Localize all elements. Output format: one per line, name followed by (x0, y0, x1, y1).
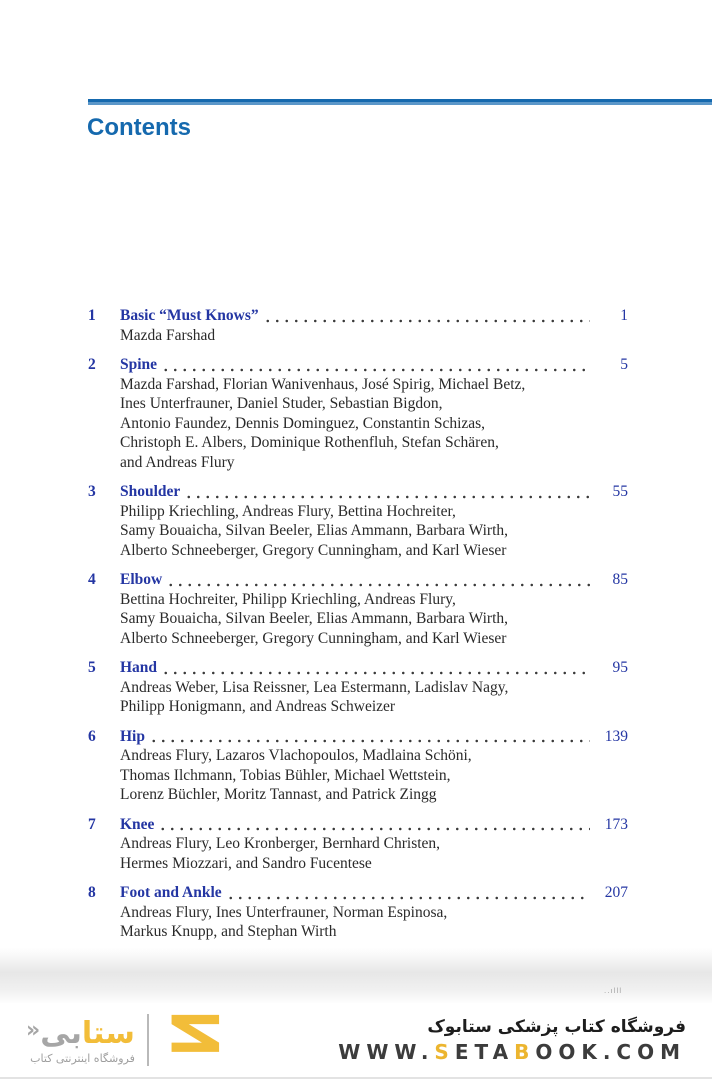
toc-title-line (120, 570, 628, 590)
logo-emblem-icon (161, 1011, 227, 1069)
footer-banner (0, 1003, 712, 1079)
dot-leader (158, 827, 590, 831)
toc-entry-body (120, 306, 628, 345)
chapter-title[interactable]: Hip (120, 727, 145, 745)
logo-wordmark-block (26, 1015, 135, 1065)
chapter-authors (120, 375, 628, 473)
toc-entry-body (120, 482, 628, 560)
url-segment: OOK.COM (535, 1039, 686, 1064)
chapter-number: 4 (88, 571, 96, 588)
chapter-authors (120, 326, 628, 346)
toc-entry (88, 570, 628, 648)
toc-title-line (120, 306, 628, 326)
page-number: 55 (612, 483, 628, 500)
website-url[interactable] (338, 1040, 686, 1064)
author-line: Mazda Farshad (120, 326, 216, 344)
author-line: Mazda Farshad, Florian Wanivenhaus, José Spirig, Michael Betz, (120, 375, 526, 393)
author-line: Bettina Hochreiter, Philipp Kriechling, Andreas Flury, (120, 590, 456, 608)
page-number: 139 (604, 727, 628, 745)
chapter-title[interactable]: Spine (120, 356, 158, 373)
chapter-authors (120, 678, 628, 717)
toc-entry (88, 815, 628, 874)
chapter-title[interactable]: Basic “Must Knows” (120, 307, 259, 324)
dot-leader (166, 583, 590, 587)
chapter-title[interactable]: Knee (120, 815, 155, 833)
author-line: Hermes Miozzari, and Sandro Fucentese (120, 854, 372, 872)
chapter-number: 5 (88, 659, 96, 676)
toc-entry (88, 355, 628, 472)
chapter-number: 6 (88, 727, 96, 745)
toc-title-line (120, 658, 628, 678)
store-title: فروشگاه کتاب پزشکی ستابوک (427, 1016, 686, 1037)
chapter-title[interactable]: Shoulder (120, 483, 181, 500)
dot-leader (226, 896, 590, 900)
page-number: 207 (604, 884, 628, 901)
page-edge-marker: ..ılll (604, 987, 623, 995)
author-line: Samy Bouaicha, Silvan Beeler, Elias Ammann, Barbara Wirth, (120, 522, 509, 539)
dot-leader (263, 319, 590, 323)
toc-title-line (120, 883, 628, 903)
chapter-number: 8 (88, 884, 96, 901)
author-line: Alberto Schneeberger, Gregory Cunningham, and Karl Wieser (120, 629, 507, 647)
toc-entry-body (120, 355, 628, 472)
author-line: and Andreas Flury (120, 453, 235, 471)
chapter-number: 2 (88, 356, 96, 373)
author-line: Antonio Faundez, Dennis Dominguez, Constantin Schizas, (120, 414, 486, 432)
author-line: Andreas Flury, Lazaros Vlachopoulos, Madlaina Schöni, (120, 747, 472, 764)
page-number: 173 (604, 815, 628, 833)
url-segment: WWW. (338, 1039, 435, 1064)
author-line: Philipp Honigmann, and Andreas Schweizer (120, 698, 396, 715)
dot-leader (161, 368, 590, 372)
footer-text-block (338, 1017, 686, 1064)
toc-entry (88, 727, 628, 805)
chapter-title[interactable]: Hand (120, 659, 158, 676)
header-rule (88, 99, 712, 102)
page-title: Contents (87, 114, 191, 141)
toc-title-line (120, 482, 628, 502)
toc-entry-body (120, 658, 628, 717)
toc-entry (88, 306, 628, 345)
author-line: Philipp Kriechling, Andreas Flury, Bettina Hochreiter, (120, 502, 456, 520)
logo-wordmark (26, 1015, 135, 1050)
logo-chevron-icon: « (26, 1018, 41, 1043)
toc-entry-body (120, 883, 628, 942)
dot-leader (149, 739, 590, 743)
logo-divider (147, 1014, 149, 1066)
chapter-authors (120, 590, 628, 649)
page-number: 95 (612, 659, 628, 676)
author-line: Markus Knupp, and Stephan Wirth (120, 923, 337, 940)
url-segment: ETA (454, 1039, 515, 1064)
chapter-number: 7 (88, 815, 96, 833)
toc-entry (88, 482, 628, 560)
toc-entry (88, 883, 628, 942)
chapter-authors (120, 502, 628, 561)
toc-entry (88, 658, 628, 717)
chapter-title[interactable]: Elbow (120, 571, 163, 588)
url-segment: B (514, 1039, 536, 1064)
author-line: Andreas Flury, Leo Kronberger, Bernhard Christen, (120, 835, 441, 852)
chapter-authors (120, 746, 628, 805)
logo-wordmark-accent: ستا (81, 1016, 135, 1051)
page-number: 85 (612, 571, 628, 588)
url-segment: S (434, 1039, 455, 1064)
logo-tagline: فروشگاه اینترنتی کتاب (30, 1052, 135, 1065)
toc-entry-body (120, 815, 628, 874)
author-line: Alberto Schneeberger, Gregory Cunningham, and Karl Wieser (120, 541, 507, 559)
author-line: Andreas Weber, Lisa Reissner, Lea Estermann, Ladislav Nagy, (120, 678, 509, 696)
page-number: 1 (620, 307, 628, 324)
page-number: 5 (620, 356, 628, 373)
dot-leader (161, 671, 590, 675)
toc-title-line (120, 727, 628, 747)
chapter-authors (120, 834, 628, 873)
dot-leader (184, 495, 590, 499)
toc-entry-body (120, 570, 628, 648)
logo-wordmark-gray: بی (40, 1016, 82, 1051)
toc-title-line (120, 815, 628, 835)
toc-list (88, 306, 628, 952)
author-line: Ines Unterfrauner, Daniel Studer, Sebastian Bigdon, (120, 395, 443, 412)
toc-entry-body (120, 727, 628, 805)
author-line: Christoph E. Albers, Dominique Rothenfluh, Stefan Schären, (120, 434, 499, 451)
chapter-number: 3 (88, 483, 96, 500)
author-line: Lorenz Büchler, Moritz Tannast, and Patrick Zingg (120, 786, 437, 803)
setabook-logo (26, 1011, 227, 1069)
chapter-authors (120, 903, 628, 942)
chapter-number: 1 (88, 307, 96, 324)
author-line: Samy Bouaicha, Silvan Beeler, Elias Ammann, Barbara Wirth, (120, 610, 509, 627)
toc-title-line (120, 355, 628, 375)
author-line: Thomas Ilchmann, Tobias Bühler, Michael Wettstein, (120, 766, 451, 784)
chapter-title[interactable]: Foot and Ankle (120, 884, 222, 901)
author-line: Andreas Flury, Ines Unterfrauner, Norman Espinosa, (120, 903, 448, 921)
